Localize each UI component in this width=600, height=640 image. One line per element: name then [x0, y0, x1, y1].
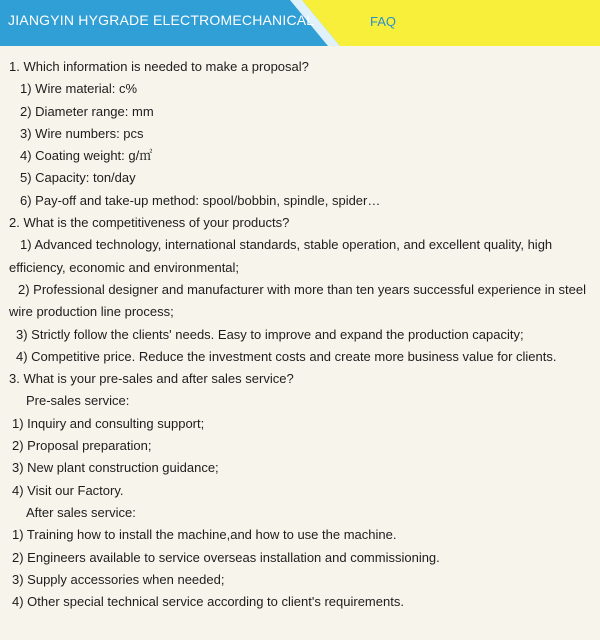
- question-1: 1. Which information is needed to make a proposal?: [9, 59, 309, 74]
- aftersales-item-3: 3) Supply accessories when needed;: [12, 571, 225, 587]
- aftersales-heading: After sales service:: [26, 504, 136, 520]
- q1-item-6: 6) Pay-off and take-up method: spool/bobbin, spindle, spider…: [20, 192, 381, 208]
- q2-item-3: 3) Strictly follow the clients' needs. Easy to improve and expand the production capacity;: [16, 326, 524, 342]
- q1-item-4: 4) Coating weight: g/㎡: [20, 148, 153, 164]
- presales-heading: Pre-sales service:: [26, 393, 130, 409]
- q2-item-1: 1) Advanced technology, international standards, stable operation, and excellent quality, high efficiency, economic and environmental;: [9, 237, 553, 275]
- q1-item-1: 1) Wire material: c%: [20, 81, 138, 97]
- banner-yellow-band: [300, 0, 600, 46]
- presales-item-1: 1) Inquiry and consulting support;: [12, 415, 205, 431]
- presales-item-2: 2) Proposal preparation;: [12, 438, 152, 454]
- faq-content: [9, 56, 587, 613]
- q2-item-4: 4) Competitive price. Reduce the investment costs and create more business value for clients.: [16, 348, 557, 364]
- page-title: FAQ: [370, 14, 397, 29]
- q1-item-2: 2) Diameter range: mm: [20, 103, 154, 119]
- presales-item-3: 3) New plant construction guidance;: [12, 460, 219, 476]
- question-2: 2. What is the competitiveness of your products?: [9, 215, 290, 231]
- aftersales-item-4: 4) Other special technical service according to client's requirements.: [12, 594, 404, 610]
- aftersales-item-2: 2) Engineers available to service overseas installation and commissioning.: [12, 549, 440, 565]
- header-banner: [0, 0, 600, 46]
- q1-item-3: 3) Wire numbers: pcs: [20, 125, 144, 141]
- q2-item-2: 2) Professional designer and manufacturer with more than ten years successful experience in steel wire production line process;: [9, 281, 586, 320]
- presales-item-4: 4) Visit our Factory.: [12, 482, 124, 498]
- aftersales-item-1: 1) Training how to install the machine,and how to use the machine.: [12, 527, 397, 543]
- brand-name: JIANGYIN HYGRADE ELECTROMECHANICAL: [8, 12, 315, 28]
- question-3: 3. What is your pre-sales and after sales service?: [9, 371, 294, 387]
- q1-item-5: 5) Capacity: ton/day: [20, 170, 136, 186]
